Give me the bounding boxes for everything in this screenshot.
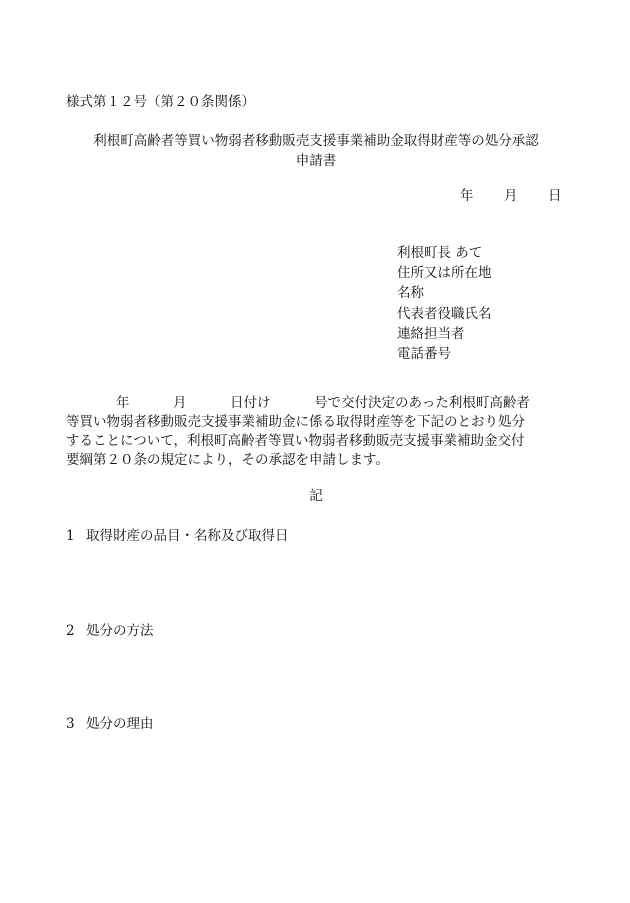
addressee-mayor: 利根町長 あて — [397, 245, 483, 261]
section-label: 処分の方法 — [86, 623, 154, 639]
applicant-address-label: 住所又は所在地 — [397, 265, 492, 282]
body-line-4: 要綱第２０条の規定により，その承認を申請します。 — [66, 452, 389, 468]
section-disposal-method — [66, 622, 154, 640]
date-year-label: 年 — [460, 188, 474, 204]
body-line-3: することについて，利根町高齢者等買い物弱者移動販売支援事業補助金交付 — [66, 433, 525, 449]
phone-number-label: 電話番号 — [397, 346, 451, 363]
document-title-line-2: 申請書 — [295, 153, 337, 169]
body-month-label: 月 — [173, 395, 187, 411]
applicant-name-label: 名称 — [397, 285, 424, 302]
date-month-label: 月 — [504, 188, 518, 204]
date-day-label: 日 — [548, 188, 562, 204]
body-line-2: 等買い物弱者移動販売支援事業補助金に係る取得財産等を下記のとおり処分 — [66, 414, 525, 430]
contact-person-label: 連絡担当者 — [397, 325, 465, 342]
body-dated-label: 日付け — [230, 395, 271, 411]
addressee-block — [397, 243, 492, 364]
notation-ki: 記 — [309, 488, 323, 504]
section-label: 処分の理由 — [86, 716, 154, 732]
section-acquired-property — [66, 527, 289, 545]
section-number: 3 — [66, 716, 75, 732]
representative-label: 代表者役職氏名 — [397, 305, 492, 322]
form-number: 様式第１２号（第２０条関係） — [66, 94, 255, 110]
section-disposal-reason — [66, 715, 154, 733]
body-year-label: 年 — [116, 395, 130, 411]
section-number: 2 — [66, 623, 75, 639]
document-title-line-1: 利根町高齢者等買い物弱者移動販売支援事業補助金取得財産等の処分承認 — [93, 133, 539, 149]
body-line-1-rest: 号で交付決定のあった利根町高齢者 — [314, 395, 530, 411]
section-label: 取得財産の品目・名称及び取得日 — [86, 528, 289, 544]
section-number: 1 — [66, 528, 75, 544]
